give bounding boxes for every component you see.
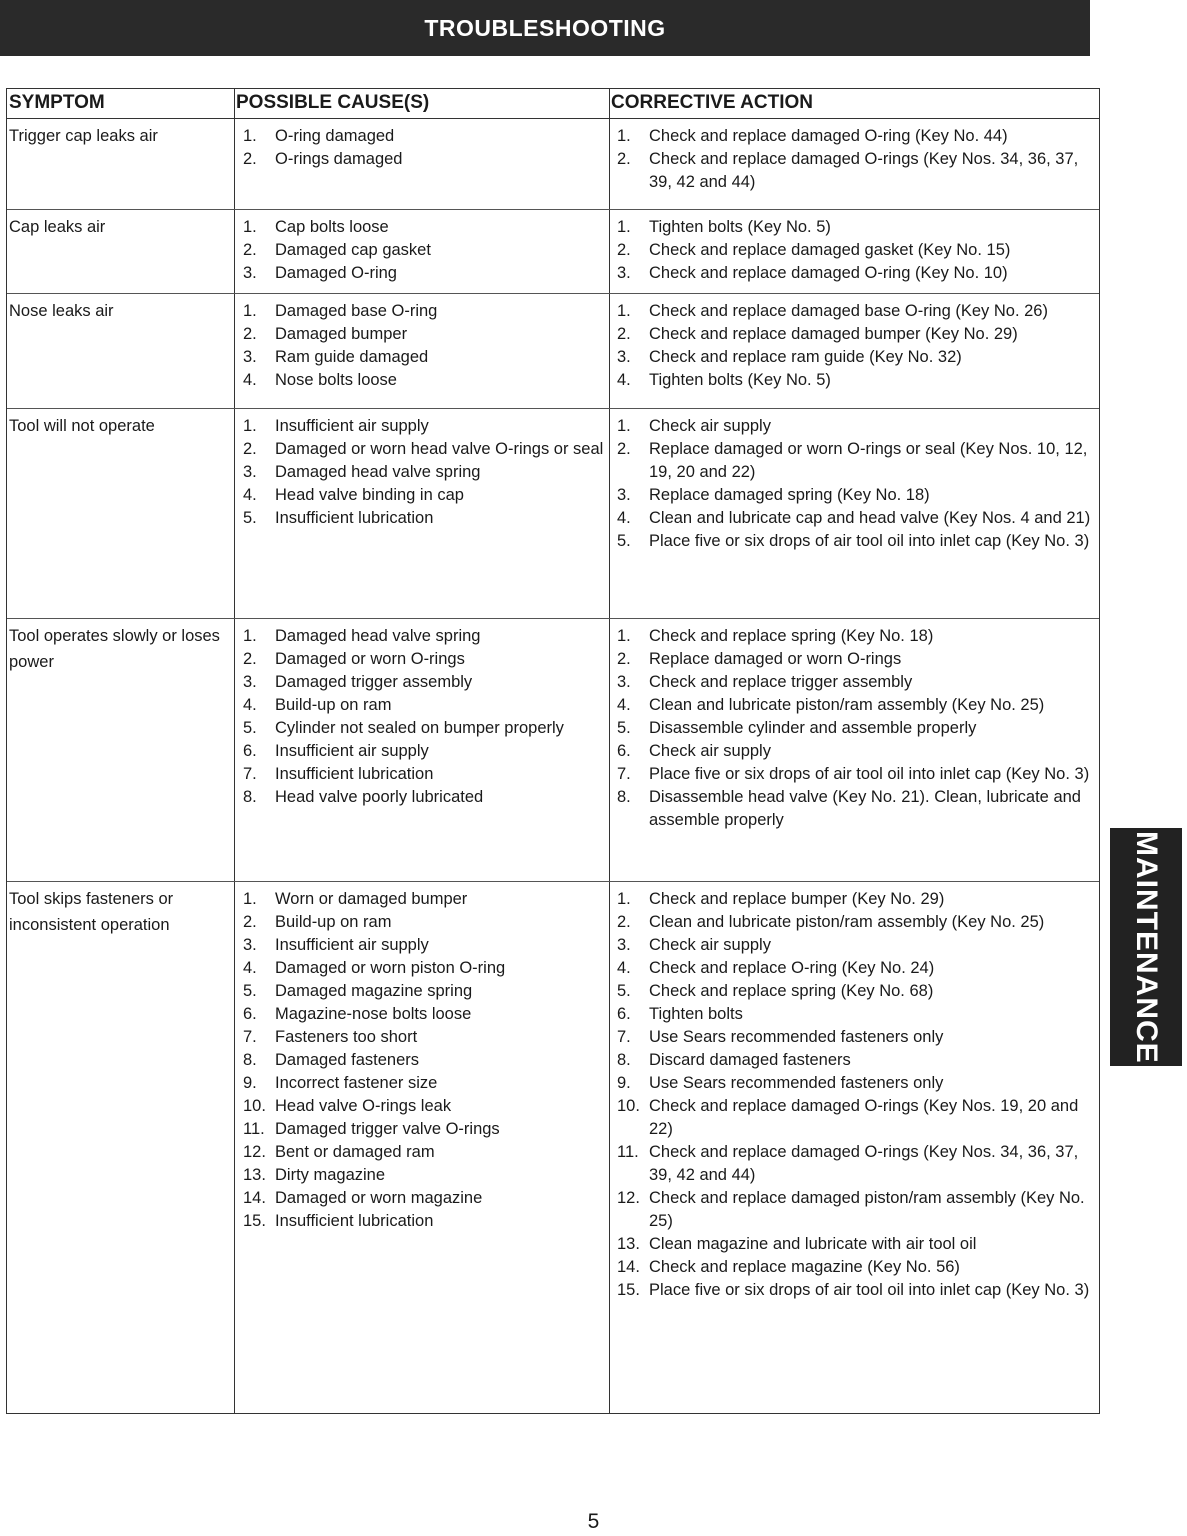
cause-item [243,694,605,717]
table-row [7,119,1099,210]
item-number: 1. [617,627,631,645]
item-text: Tighten bolts (Key No. 5) [649,218,831,236]
item-text: Use Sears recommended fasteners only [649,1028,944,1046]
possible-causes-list [243,125,605,171]
item-text: Insufficient air supply [275,936,429,954]
action-item [617,888,1097,911]
item-text: Check and replace ram guide (Key No. 32) [649,348,962,366]
item-text: Replace damaged spring (Key No. 18) [649,486,930,504]
item-text: Check and replace bumper (Key No. 29) [649,890,945,908]
item-number: 8. [243,1051,257,1069]
item-number: 3. [243,348,257,366]
item-text: Insufficient air supply [275,417,429,435]
possible-causes-list [243,625,605,809]
table-row [7,619,1099,882]
action-item [617,763,1097,786]
action-item [617,484,1097,507]
action-item [617,694,1097,717]
item-number: 3. [243,463,257,481]
item-text: Check and replace magazine (Key No. 56) [649,1258,960,1276]
item-text: Check and replace damaged O-rings (Key Nos. 19, 20 and 22) [649,1097,1079,1138]
cause-item [243,461,605,484]
cause-item [243,369,605,392]
item-number: 8. [243,788,257,806]
item-text: Insufficient lubrication [275,1212,434,1230]
action-item [617,1187,1097,1233]
cause-item [243,1187,605,1210]
item-text: Damaged trigger valve O-rings [275,1120,500,1138]
item-text: Tighten bolts (Key No. 5) [649,371,831,389]
item-number: 15. [617,1281,640,1299]
item-text: Damaged or worn head valve O-rings or seal [275,440,604,458]
item-text: Damaged head valve spring [275,627,481,645]
item-text: Cylinder not sealed on bumper properly [275,719,564,737]
item-text: Damaged or worn magazine [275,1189,483,1207]
item-number: 3. [617,486,631,504]
action-item [617,148,1097,194]
item-number: 1. [617,417,631,435]
item-number: 4. [617,959,631,977]
item-text: Check and replace damaged O-rings (Key Nos. 34, 36, 37, 39, 42 and 44) [649,1143,1079,1184]
item-text: Check air supply [649,936,771,954]
cause-item [243,1095,605,1118]
possible-causes-list [243,888,605,1233]
item-number: 2. [617,150,631,168]
table-row [7,294,1099,409]
item-number: 3. [243,264,257,282]
item-number: 1. [617,218,631,236]
action-item [617,300,1097,323]
item-text: Check and replace damaged O-ring (Key No. 44) [649,127,1008,145]
cause-item [243,1210,605,1233]
item-number: 6. [617,742,631,760]
item-number: 15. [243,1212,266,1230]
item-number: 4. [243,371,257,389]
item-number: 14. [243,1189,266,1207]
item-number: 3. [243,936,257,954]
item-text: Place five or six drops of air tool oil into inlet cap (Key No. 3) [649,532,1090,550]
item-text: Worn or damaged bumper [275,890,468,908]
table-row [7,409,1099,619]
item-number: 1. [617,302,631,320]
item-text: Check and replace damaged O-ring (Key No. 10) [649,264,1008,282]
item-text: Check and replace spring (Key No. 68) [649,982,934,1000]
cause-item [243,1072,605,1095]
cause-item [243,323,605,346]
item-number: 4. [617,371,631,389]
item-number: 4. [243,486,257,504]
cause-item [243,507,605,530]
cause-item [243,438,605,461]
cause-item [243,415,605,438]
item-text: Nose bolts loose [275,371,397,389]
item-number: 2. [243,150,257,168]
item-number: 2. [243,913,257,931]
item-number: 5. [617,982,631,1000]
action-item [617,717,1097,740]
item-number: 7. [617,1028,631,1046]
item-number: 4. [243,696,257,714]
symptom-cell: Trigger cap leaks air [9,127,158,145]
item-text: Incorrect fastener size [275,1074,438,1092]
item-text: Damaged or worn piston O-ring [275,959,506,977]
symptom-cell: Tool will not operate [9,417,155,435]
item-number: 2. [243,650,257,668]
item-text: Clean magazine and lubricate with air tool oil [649,1235,977,1253]
item-number: 6. [243,1005,257,1023]
cause-item [243,911,605,934]
cause-item [243,1164,605,1187]
cause-item [243,934,605,957]
cause-item [243,763,605,786]
item-number: 1. [243,127,257,145]
corrective-actions-list [617,300,1097,392]
possible-causes-list [243,415,605,530]
header-possible-causes: POSSIBLE CAUSE(S) [236,92,430,113]
cause-item [243,125,605,148]
item-number: 4. [617,696,631,714]
cause-item [243,740,605,763]
item-number: 3. [243,673,257,691]
side-tab-label: MAINTENANCE [1130,830,1163,1064]
item-number: 5. [617,532,631,550]
item-number: 1. [243,417,257,435]
item-text: Clean and lubricate piston/ram assembly (Key No. 25) [649,696,1045,714]
item-text: Build-up on ram [275,696,392,714]
item-number: 10. [243,1097,266,1115]
action-item [617,369,1097,392]
item-text: Cap bolts loose [275,218,389,236]
item-text: Magazine-nose bolts loose [275,1005,472,1023]
action-item [617,415,1097,438]
action-item [617,625,1097,648]
header-symptom: SYMPTOM [9,92,105,113]
cause-item [243,239,605,262]
item-text: Check and replace damaged base O-ring (Key No. 26) [649,302,1048,320]
action-item [617,1049,1097,1072]
table-row [7,210,1099,294]
action-item [617,438,1097,484]
corrective-actions-list [617,888,1097,1302]
item-text: Head valve poorly lubricated [275,788,484,806]
symptom-cell: Cap leaks air [9,218,106,236]
symptom-cell: Tool skips fasteners or inconsistent operation [9,890,174,934]
item-text: Check and replace damaged gasket (Key No. 15) [649,241,1011,259]
possible-causes-list [243,300,605,392]
item-text: Insufficient lubrication [275,509,434,527]
item-number: 2. [243,440,257,458]
item-number: 2. [617,650,631,668]
item-text: Check and replace trigger assembly [649,673,913,691]
action-item [617,1072,1097,1095]
action-item [617,262,1097,285]
cause-item [243,648,605,671]
cause-item [243,786,605,809]
item-number: 6. [617,1005,631,1023]
item-text: Check air supply [649,417,771,435]
symptom-cell: Nose leaks air [9,302,114,320]
item-text: Damaged magazine spring [275,982,473,1000]
item-number: 8. [617,788,631,806]
page-number: 5 [587,1510,600,1533]
item-number: 13. [243,1166,266,1184]
corrective-actions-list [617,415,1097,553]
item-text: Check and replace spring (Key No. 18) [649,627,934,645]
item-number: 1. [243,627,257,645]
item-number: 11. [243,1120,265,1138]
item-number: 3. [617,936,631,954]
item-number: 8. [617,1051,631,1069]
item-number: 14. [617,1258,640,1276]
cause-item [243,1003,605,1026]
item-number: 2. [243,325,257,343]
item-text: Damaged head valve spring [275,463,481,481]
item-text: Build-up on ram [275,913,392,931]
section-banner [0,0,1090,56]
item-text: Insufficient air supply [275,742,429,760]
item-number: 9. [243,1074,257,1092]
cause-item [243,717,605,740]
item-number: 1. [243,890,257,908]
item-number: 7. [243,1028,257,1046]
item-number: 2. [617,440,631,458]
item-number: 3. [617,348,631,366]
item-text: O-rings damaged [275,150,403,168]
item-number: 5. [243,719,257,737]
header-corrective-action: CORRECTIVE ACTION [611,92,813,113]
action-item [617,934,1097,957]
item-text: Discard damaged fasteners [649,1051,851,1069]
cause-item [243,1141,605,1164]
item-number: 10. [617,1097,640,1115]
table-row [7,882,1099,1415]
item-text: Damaged O-ring [275,264,397,282]
action-item [617,671,1097,694]
action-item [617,1026,1097,1049]
item-number: 3. [617,673,631,691]
item-text: Check and replace damaged bumper (Key No. 29) [649,325,1018,343]
table-header-row [7,89,1099,119]
item-text: Place five or six drops of air tool oil into inlet cap (Key No. 3) [649,765,1090,783]
item-text: Head valve O-rings leak [275,1097,452,1115]
item-text: Use Sears recommended fasteners only [649,1074,944,1092]
item-number: 6. [243,742,257,760]
item-text: Place five or six drops of air tool oil into inlet cap (Key No. 3) [649,1281,1090,1299]
item-number: 2. [617,913,631,931]
action-item [617,507,1097,530]
cause-item [243,957,605,980]
item-number: 5. [617,719,631,737]
item-text: Check and replace damaged piston/ram assembly (Key No. 25) [649,1189,1085,1230]
item-text: Dirty magazine [275,1166,386,1184]
item-number: 13. [617,1235,640,1253]
possible-causes-list [243,216,605,285]
action-item [617,1279,1097,1302]
item-number: 5. [243,509,257,527]
item-text: Clean and lubricate piston/ram assembly (Key No. 25) [649,913,1045,931]
action-item [617,980,1097,1003]
item-text: Clean and lubricate cap and head valve (Key Nos. 4 and 21) [649,509,1091,527]
item-number: 4. [617,509,631,527]
item-text: Tighten bolts [649,1005,743,1023]
troubleshooting-table [6,88,1100,1414]
action-item [617,1233,1097,1256]
maintenance-side-tab [1110,828,1182,1066]
item-number: 3. [617,264,631,282]
item-text: Damaged cap gasket [275,241,431,259]
action-item [617,346,1097,369]
item-number: 9. [617,1074,631,1092]
action-item [617,323,1097,346]
item-number: 7. [617,765,631,783]
item-number: 1. [243,218,257,236]
corrective-actions-list [617,125,1097,194]
cause-item [243,980,605,1003]
cause-item [243,671,605,694]
action-item [617,239,1097,262]
item-number: 11. [617,1143,639,1161]
action-item [617,1095,1097,1141]
action-item [617,786,1097,832]
item-text: Damaged or worn O-rings [275,650,465,668]
cause-item [243,1118,605,1141]
item-text: Damaged fasteners [275,1051,419,1069]
action-item [617,1003,1097,1026]
item-text: Disassemble head valve (Key No. 21). Clean, lubricate and assemble properly [649,788,1081,829]
cause-item [243,148,605,171]
item-number: 4. [243,959,257,977]
cause-item [243,1049,605,1072]
item-number: 1. [243,302,257,320]
action-item [617,125,1097,148]
item-text: Disassemble cylinder and assemble properly [649,719,977,737]
item-text: Fasteners too short [275,1028,418,1046]
section-title: TROUBLESHOOTING [424,14,666,41]
action-item [617,911,1097,934]
item-text: Check and replace O-ring (Key No. 24) [649,959,935,977]
item-text: Head valve binding in cap [275,486,464,504]
item-text: Check air supply [649,742,771,760]
item-number: 2. [243,241,257,259]
action-item [617,216,1097,239]
item-number: 12. [243,1143,266,1161]
action-item [617,648,1097,671]
corrective-actions-list [617,216,1097,285]
item-number: 2. [617,241,631,259]
action-item [617,740,1097,763]
cause-item [243,262,605,285]
cause-item [243,888,605,911]
cause-item [243,484,605,507]
action-item [617,957,1097,980]
item-number: 7. [243,765,257,783]
item-text: Bent or damaged ram [275,1143,435,1161]
item-number: 12. [617,1189,640,1207]
symptom-cell: Tool operates slowly or loses power [9,627,220,671]
item-text: Insufficient lubrication [275,765,434,783]
item-text: Damaged base O-ring [275,302,438,320]
item-text: Replace damaged or worn O-rings [649,650,902,668]
corrective-actions-list [617,625,1097,832]
item-number: 2. [617,325,631,343]
cause-item [243,300,605,323]
item-text: Damaged trigger assembly [275,673,473,691]
item-text: Damaged bumper [275,325,408,343]
cause-item [243,346,605,369]
item-text: Ram guide damaged [275,348,429,366]
item-text: Replace damaged or worn O-rings or seal (Key Nos. 10, 12, 19, 20 and 22) [649,440,1088,481]
item-text: O-ring damaged [275,127,395,145]
item-number: 5. [243,982,257,1000]
action-item [617,1256,1097,1279]
item-number: 1. [617,127,631,145]
cause-item [243,625,605,648]
cause-item [243,216,605,239]
action-item [617,530,1097,553]
action-item [617,1141,1097,1187]
item-text: Check and replace damaged O-rings (Key Nos. 34, 36, 37, 39, 42 and 44) [649,150,1079,191]
item-number: 1. [617,890,631,908]
cause-item [243,1026,605,1049]
